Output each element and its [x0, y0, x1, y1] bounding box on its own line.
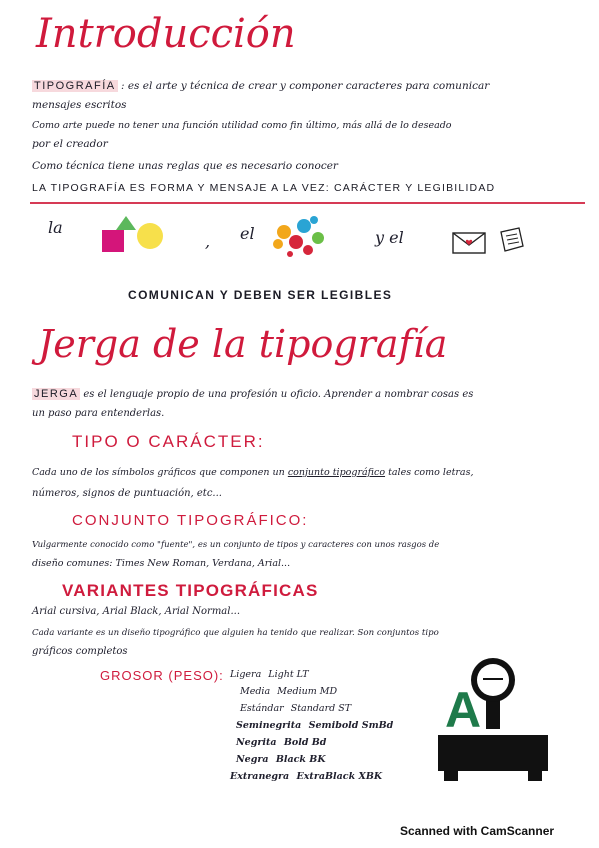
section-title-jerga: Jerga de la tipografía: [38, 322, 448, 366]
jerga-line-2: un paso para entenderlas.: [32, 408, 165, 419]
intro-line-3: Como arte puede no tener una función utilidad como fin último, más allá de lo deseado: [32, 120, 452, 131]
weight-en: Standard ST: [290, 703, 352, 714]
weight-row: [230, 720, 420, 737]
green-triangle-shape: [116, 216, 136, 230]
tipo-line-1-end: tales como letras,: [388, 467, 474, 478]
jerga-definition: es el lenguaje propio de una profesión u oficio. Aprender a nombrar cosas es: [83, 389, 474, 400]
weight-es: Ligera: [230, 669, 262, 680]
weight-en: Light LT: [268, 669, 309, 680]
tipo-line-1: [32, 467, 473, 478]
illustration-caption: COMUNICAN Y DEBEN SER LEGIBLES: [128, 288, 393, 302]
intro-definition: : es el arte y técnica de crear y componer caracteres para comunicar: [120, 80, 490, 92]
scanner-watermark: Scanned with CamScanner: [400, 824, 555, 838]
grosor-label: GROSOR (PESO):: [100, 668, 224, 683]
weight-row: [230, 686, 420, 703]
paper-note-icon: [497, 226, 525, 254]
label-y-el: y el: [375, 228, 404, 247]
variantes-line-2: Cada variante es un diseño tipográfico que alguien ha tenido que realizar. Son conjuntos tipo: [32, 628, 439, 638]
weight-row: [230, 703, 420, 720]
section-divider-1: [30, 202, 585, 204]
label-la: la: [48, 218, 63, 237]
weight-es: Media: [240, 686, 271, 697]
weight-row: [230, 669, 420, 686]
intro-line-5: Como técnica tiene unas reglas que es necesario conocer: [32, 160, 338, 172]
weight-es: Negrita: [236, 737, 277, 748]
yellow-circle-shape: [137, 223, 163, 249]
term-tipografia: TIPOGRAFÍA: [34, 80, 116, 92]
heading-conjunto-tipografico: CONJUNTO TIPOGRÁFICO:: [72, 512, 309, 529]
weight-es: Negra: [236, 754, 269, 765]
weight-es: Estándar: [240, 703, 284, 714]
shapes-icon: [100, 212, 170, 256]
heading-tipo-caracter: TIPO O CARÁCTER:: [72, 432, 265, 451]
weight-es: Seminegrita: [236, 720, 302, 731]
variantes-line-1: Arial cursiva, Arial Black, Arial Normal...: [32, 606, 240, 617]
weight-row: [230, 737, 420, 754]
conjunto-line-2: diseño comunes: Times New Roman, Verdana, Arial...: [32, 558, 291, 569]
tipo-line-2: números, signos de puntuación, etc...: [32, 488, 222, 499]
intro-statement: LA TIPOGRAFÍA ES FORMA Y MENSAJE A LA VEZ: CARÁCTER Y LEGIBILIDAD: [32, 182, 496, 194]
label-el: el: [240, 224, 255, 243]
scale-letter-a: A: [445, 682, 482, 738]
variantes-line-3: gráficos completos: [32, 646, 128, 657]
envelope-icon: [452, 232, 486, 254]
weight-es: Extranegra: [230, 771, 290, 782]
intro-line-4: por el creador: [32, 138, 108, 150]
intro-line-1: [32, 80, 489, 92]
weight-en: Black BK: [275, 754, 326, 765]
conjunto-line-1: Vulgarmente conocido como "fuente", es un conjunto de tipos y caracteres con unos rasgos de: [32, 540, 440, 550]
link-conjunto-tipografico[interactable]: conjunto tipográfico: [287, 467, 386, 478]
weight-en: Bold Bd: [283, 737, 327, 748]
weight-row: [230, 771, 420, 788]
jerga-line-1: [32, 388, 473, 400]
weight-en: Medium MD: [277, 686, 338, 697]
intro-line-2: mensajes escritos: [32, 99, 127, 111]
heading-variantes-tipograficas: VARIANTES TIPOGRÁFICAS: [62, 581, 319, 600]
weight-row: [230, 754, 420, 771]
weight-en: Semibold SmBd: [308, 720, 394, 731]
magenta-square-shape: [102, 230, 124, 252]
section-title-introduccion: Introducción: [36, 11, 296, 57]
weights-list: [230, 669, 420, 788]
weight-en: ExtraBlack XBK: [296, 771, 383, 782]
label-comma: ,: [205, 232, 211, 251]
color-splash-icon: [268, 212, 330, 262]
tipo-line-1-start: Cada uno de los símbolos gráficos que componen un: [32, 467, 285, 478]
term-jerga: JERGA: [34, 388, 79, 400]
